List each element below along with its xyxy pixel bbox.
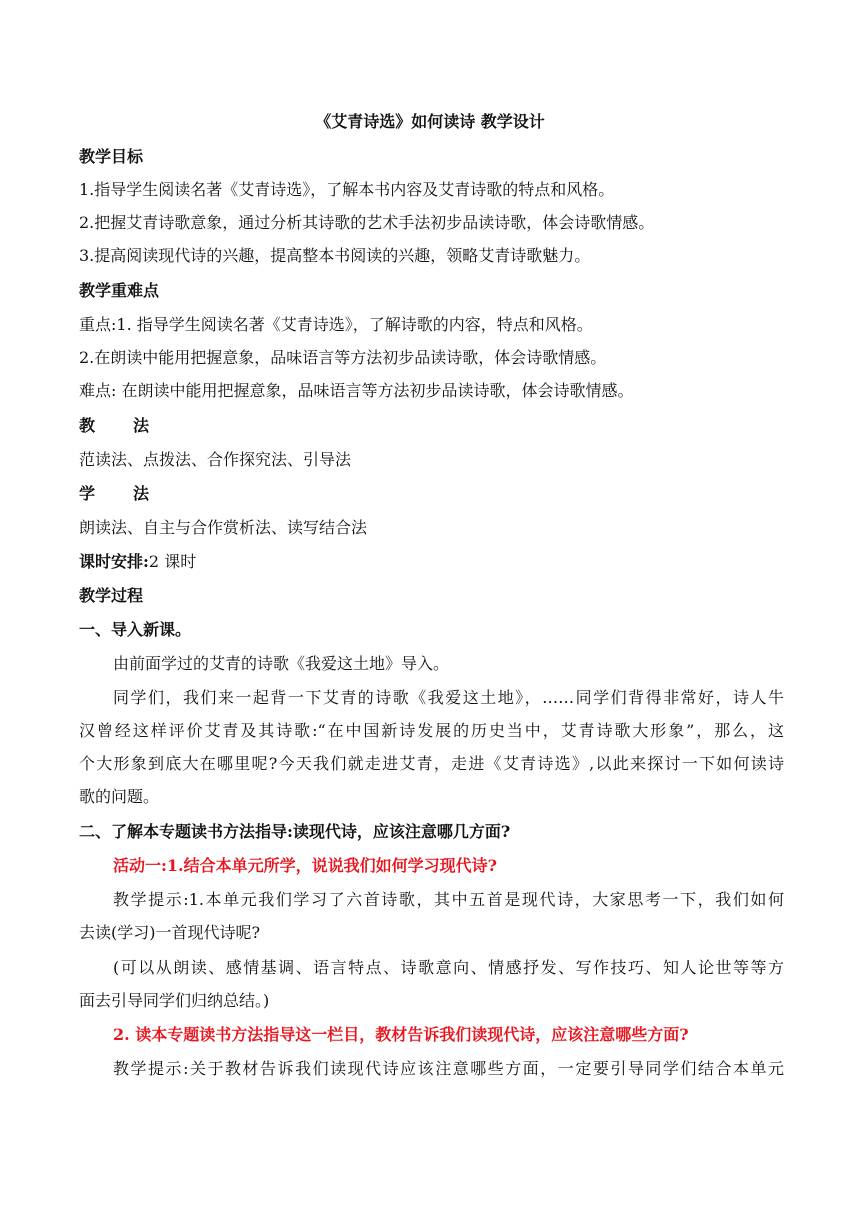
document-title: 《艾青诗选》如何读诗 教学设计 <box>315 112 545 131</box>
hint1-line-1: 教学提示:1.本单元我们学习了六首诗歌，其中五首是现代诗，大家思考一下，我们如何 <box>113 890 784 909</box>
activity-2: 2. 读本专题读书方法指导这一栏目，教材告诉我们读现代诗，应该注意哪些方面? <box>113 1025 689 1044</box>
section1-heading: 一、导入新课。 <box>79 620 192 639</box>
note-line-2: 面去引导同学们归纳总结。) <box>79 991 270 1010</box>
hint1-line-2: 去读(学习)一首现代诗呢? <box>79 923 261 942</box>
difficulty-item: 难点: 在朗读中能用把握意象，品味语言等方法初步品读诗歌，体会诗歌情感。 <box>79 381 634 400</box>
section1-paragraph-2-line-2: 汉曾经这样评价艾青及其诗歌:“在中国新诗发展的历史当中，艾青诗歌大形象”，那么，这 <box>79 721 784 740</box>
learning-method-heading-a: 学 <box>79 484 96 503</box>
goal-item-1: 1.指导学生阅读名著《艾青诗选》，了解本书内容及艾青诗歌的特点和风格。 <box>79 180 615 199</box>
teaching-method-heading <box>79 416 784 436</box>
hint2-line-1: 教学提示:关于教材告诉我们读现代诗应该注意哪些方面，一定要引导同学们结合本单元 <box>113 1059 784 1078</box>
goal-item-3: 3.提高阅读现代诗的兴趣，提高整本书阅读的兴趣，领略艾青诗歌魅力。 <box>79 246 591 265</box>
teaching-method-heading-a: 教 <box>79 416 96 435</box>
teaching-method-heading-b: 法 <box>133 416 150 435</box>
activity-1: 活动一:1.结合本单元所学，说说我们如何学习现代诗? <box>113 856 497 875</box>
keypoint-item-2: 2.在朗读中能用把握意象，品味语言等方法初步品读诗歌，体会诗歌情感。 <box>79 348 607 367</box>
teaching-method-text: 范读法、点拨法、合作探究法、引导法 <box>79 450 352 469</box>
learning-method-heading-b: 法 <box>133 484 150 503</box>
keypoint-item-1: 重点:1. 指导学生阅读名著《艾青诗选》，了解诗歌的内容，特点和风格。 <box>79 315 593 334</box>
keypoints-heading: 教学重难点 <box>79 281 160 300</box>
schedule-label: 课时安排: <box>79 552 149 571</box>
section1-paragraph-2-line-4: 歌的问题。 <box>79 787 160 806</box>
process-heading: 教学过程 <box>79 586 144 605</box>
learning-method-text: 朗读法、自主与合作赏析法、读写结合法 <box>79 518 368 537</box>
learning-method-heading <box>79 484 784 504</box>
note-line-1: (可以从朗读、感情基调、语言特点、诗歌意向、情感抒发、写作技巧、知人论世等等方 <box>113 958 784 977</box>
section2-heading: 二、了解本专题读书方法指导:读现代诗，应该注意哪几方面? <box>79 822 511 841</box>
section1-paragraph-1: 由前面学过的艾青的诗歌《我爱这土地》导入。 <box>113 654 450 673</box>
goals-heading: 教学目标 <box>79 147 144 166</box>
schedule-line <box>79 552 784 572</box>
goal-item-2: 2.把握艾青诗歌意象，通过分析其诗歌的艺术手法初步品读诗歌，体会诗歌情感。 <box>79 213 655 232</box>
section1-paragraph-2-line-1: 同学们，我们来一起背一下艾青的诗歌《我爱这土地》，……同学们背得非常好，诗人牛 <box>113 688 784 707</box>
section1-paragraph-2-line-3: 个大形象到底大在哪里呢?今天我们就走进艾青，走进《艾青诗选》,以此来探讨一下如何读诗 <box>79 754 784 773</box>
schedule-value: 2 课时 <box>148 552 197 571</box>
